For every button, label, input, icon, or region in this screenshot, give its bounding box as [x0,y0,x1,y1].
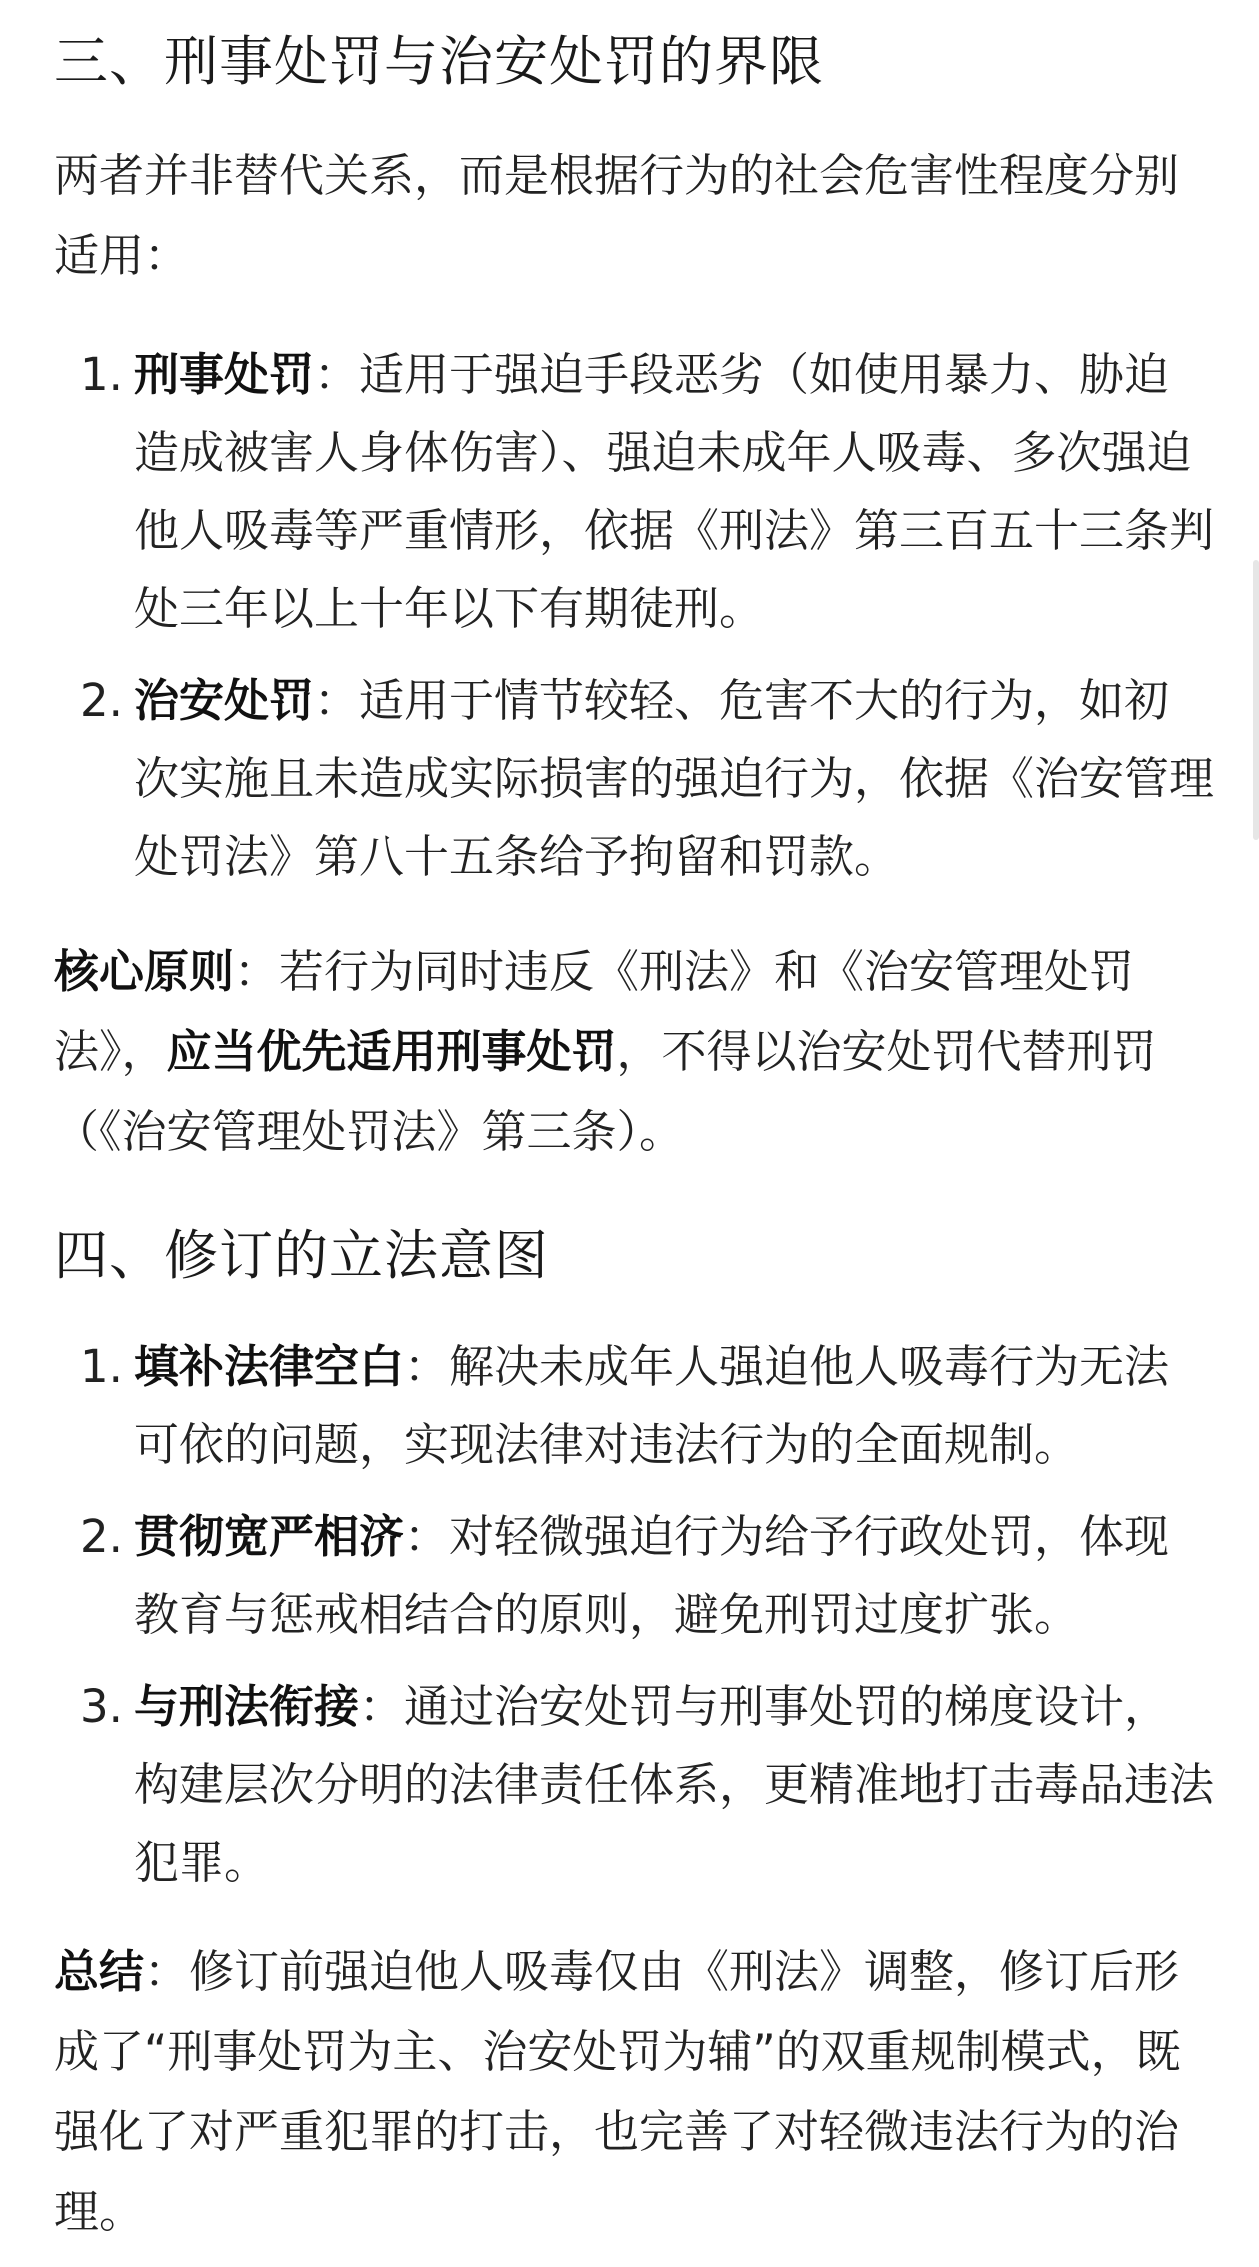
section-4-list [54,1328,1214,1902]
list-item-term: 与刑法衔接 [134,1680,360,1733]
list-item-separator: ： [404,1340,450,1393]
summary-label: 总结 [54,1945,145,1998]
list-item-number: 2. [80,1510,123,1563]
list-item-term: 贯彻宽严相济 [134,1510,405,1563]
core-principle-separator: ： [234,945,280,998]
list-item-separator: ： [314,674,360,727]
section-3-list [54,336,1214,896]
list-item [54,336,1214,648]
core-principle-paragraph [54,932,1214,1172]
summary-separator: ： [144,1945,190,1998]
list-item-separator: ： [404,1510,450,1563]
scrollbar[interactable] [1253,560,1259,840]
core-principle-label: 核心原则 [54,945,235,998]
list-item-text: 适用于强迫手段恶劣（如使用暴力、胁迫造成被害人身体伤害）、强迫未成年人吸毒、多次强迫他人吸毒等严重情形，依据《刑法》第三百五十三条判处三年以上十年以下有期徒刑。 [134,348,1215,635]
list-item [54,1498,1214,1654]
list-item-text: 通过治安处罚与刑事处罚的梯度设计，构建层次分明的法律责任体系，更精准地打击毒品违法犯罪。 [134,1680,1215,1889]
list-item-term: 填补法律空白 [134,1340,405,1393]
section-3-intro: 两者并非替代关系，而是根据行为的社会危害性程度分别适用： [54,149,1180,282]
core-principle-emphasis: 应当优先适用刑事处罚 [166,1025,617,1078]
section-4-heading: 四、修订的立法意图 [54,1224,549,1287]
list-item-number: 2. [80,674,123,727]
list-item-text: 对轻微强迫行为给予行政处罚，体现教育与惩戒相结合的原则，避免刑罚过度扩张。 [134,1510,1170,1641]
summary-text: 修订前强迫他人吸毒仅由《刑法》调整，修订后形成了“刑事处罚为主、治安处罚为辅”的双重规制模式，既强化了对严重犯罪的打击，也完善了对轻微违法行为的治理。 [54,1945,1181,2238]
list-item-text: 适用于情节较轻、危害不大的行为，如初次实施且未造成实际损害的强迫行为，依据《治安管理处罚法》第八十五条给予拘留和罚款。 [134,674,1215,883]
list-item-text: 解决未成年人强迫他人吸毒行为无法可依的问题，实现法律对违法行为的全面规制。 [134,1340,1170,1471]
list-item [54,1668,1214,1902]
list-item-term: 刑事处罚 [134,348,315,401]
list-item-term: 治安处罚 [134,674,315,727]
list-item-number: 1. [80,348,123,401]
list-item [54,1328,1214,1484]
list-item-number: 3. [80,1680,123,1733]
list-item-separator: ： [314,348,360,401]
article-content [54,0,1214,2252]
core-principle-text-2: ，不得以治安处罚代替刑罚（《治安管理处罚法》第三条）。 [54,1025,1157,1158]
section-3-heading: 三、刑事处罚与治安处罚的界限 [54,30,824,93]
summary-paragraph [54,1932,1214,2252]
core-principle-text-1: 若行为同时违反《刑法》和《治安管理处罚法》， [54,945,1135,1078]
list-item-number: 1. [80,1340,123,1393]
list-item-separator: ： [359,1680,405,1733]
list-item [54,662,1214,896]
